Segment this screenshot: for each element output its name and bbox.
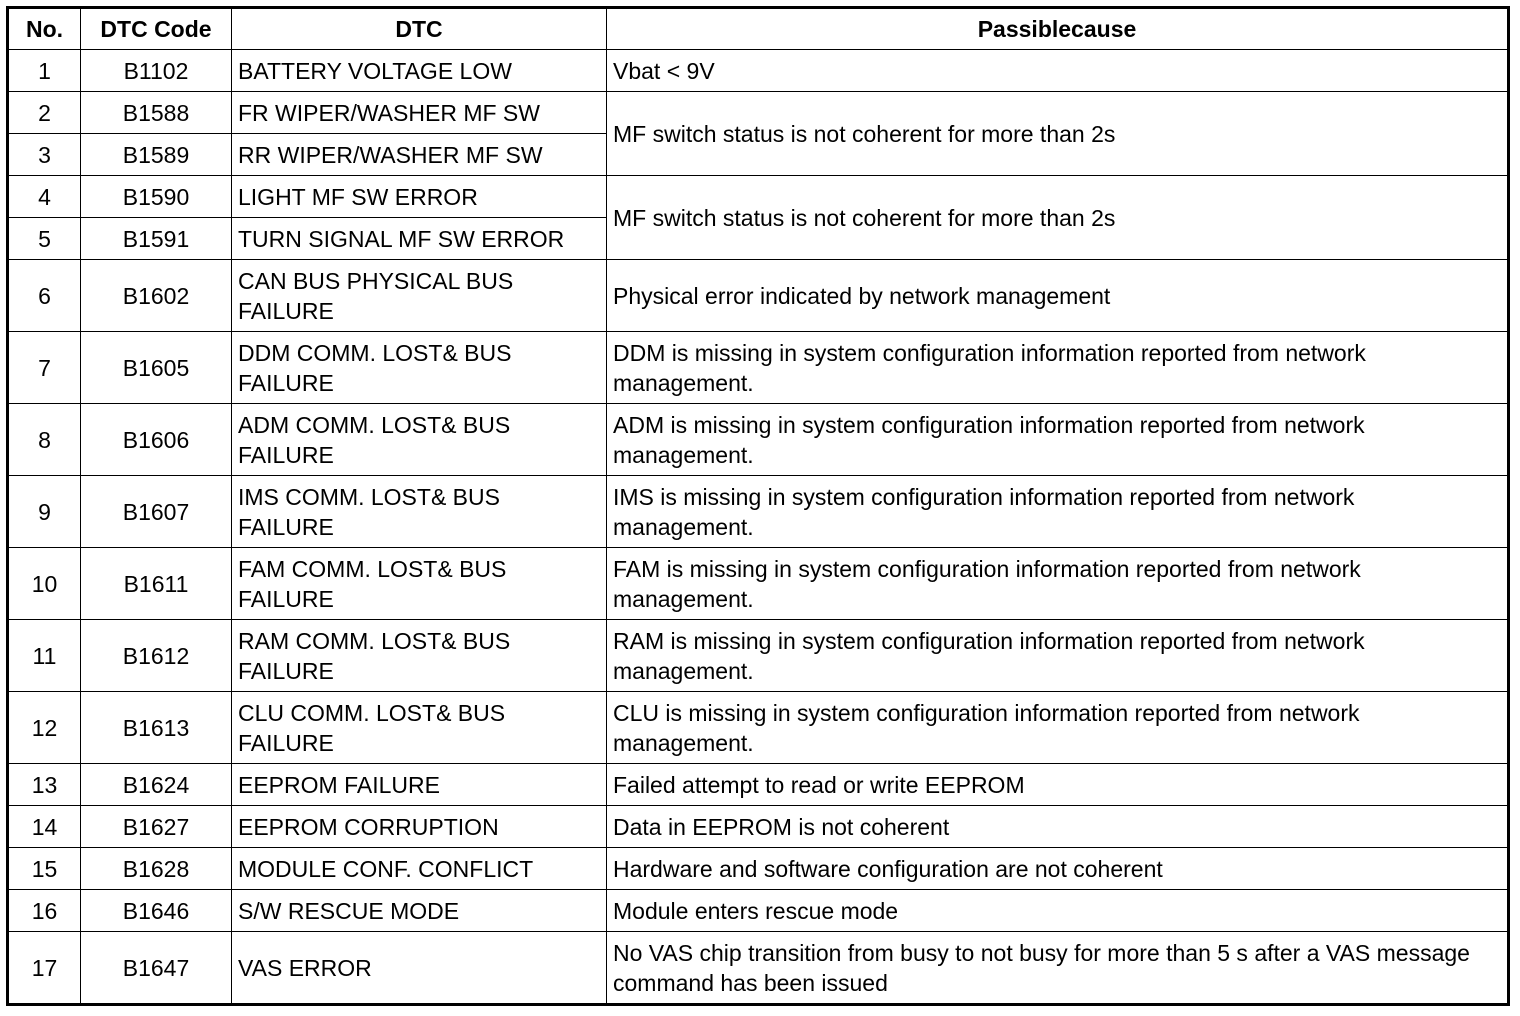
cell-dtc-code: B1589 [81, 134, 232, 176]
cell-no: 16 [8, 890, 81, 932]
cell-cause: ADM is missing in system configuration information reported from network management. [607, 404, 1509, 476]
cell-cause: IMS is missing in system configuration information reported from network management. [607, 476, 1509, 548]
cell-no: 8 [8, 404, 81, 476]
cell-no: 9 [8, 476, 81, 548]
cell-dtc: FAM COMM. LOST& BUS FAILURE [232, 548, 607, 620]
cell-dtc: EEPROM FAILURE [232, 764, 607, 806]
table-row [8, 848, 1509, 890]
cell-cause: MF switch status is not coherent for more than 2s [607, 176, 1509, 260]
cell-dtc-code: B1606 [81, 404, 232, 476]
table-row [8, 692, 1509, 764]
cell-cause: CLU is missing in system configuration information reported from network management. [607, 692, 1509, 764]
cell-no: 17 [8, 932, 81, 1005]
cell-dtc-code: B1590 [81, 176, 232, 218]
header-dtc-code: DTC Code [81, 8, 232, 50]
table-row [8, 764, 1509, 806]
cell-no: 4 [8, 176, 81, 218]
cell-dtc-code: B1611 [81, 548, 232, 620]
cell-cause: Module enters rescue mode [607, 890, 1509, 932]
cell-no: 10 [8, 548, 81, 620]
cell-cause: FAM is missing in system configuration information reported from network management. [607, 548, 1509, 620]
cell-no: 12 [8, 692, 81, 764]
cell-no: 15 [8, 848, 81, 890]
cell-cause: Physical error indicated by network management [607, 260, 1509, 332]
cell-dtc-code: B1607 [81, 476, 232, 548]
cell-dtc: RAM COMM. LOST& BUS FAILURE [232, 620, 607, 692]
table-row [8, 806, 1509, 848]
cell-no: 2 [8, 92, 81, 134]
cell-cause: No VAS chip transition from busy to not busy for more than 5 s after a VAS message command has been issued [607, 932, 1509, 1005]
cell-dtc-code: B1627 [81, 806, 232, 848]
cell-cause: Failed attempt to read or write EEPROM [607, 764, 1509, 806]
cell-dtc: ADM COMM. LOST& BUS FAILURE [232, 404, 607, 476]
cell-no: 1 [8, 50, 81, 92]
cell-dtc: DDM COMM. LOST& BUS FAILURE [232, 332, 607, 404]
cell-dtc-code: B1602 [81, 260, 232, 332]
cell-no: 7 [8, 332, 81, 404]
cell-dtc-code: B1628 [81, 848, 232, 890]
cell-no: 6 [8, 260, 81, 332]
cell-dtc-code: B1613 [81, 692, 232, 764]
table-header-row [8, 8, 1509, 50]
cell-no: 3 [8, 134, 81, 176]
table-row [8, 932, 1509, 1005]
cell-dtc: BATTERY VOLTAGE LOW [232, 50, 607, 92]
cell-cause: Hardware and software configuration are not coherent [607, 848, 1509, 890]
cell-cause: Data in EEPROM is not coherent [607, 806, 1509, 848]
cell-dtc-code: B1102 [81, 50, 232, 92]
cell-no: 5 [8, 218, 81, 260]
cell-dtc: LIGHT MF SW ERROR [232, 176, 607, 218]
cell-dtc-code: B1624 [81, 764, 232, 806]
dtc-table [6, 6, 1510, 1006]
cell-cause: RAM is missing in system configuration information reported from network management. [607, 620, 1509, 692]
cell-dtc: S/W RESCUE MODE [232, 890, 607, 932]
header-dtc: DTC [232, 8, 607, 50]
cell-dtc: RR WIPER/WASHER MF SW [232, 134, 607, 176]
cell-dtc-code: B1591 [81, 218, 232, 260]
header-possible-cause: Passiblecause [607, 8, 1509, 50]
cell-dtc-code: B1605 [81, 332, 232, 404]
cell-no: 14 [8, 806, 81, 848]
cell-dtc: IMS COMM. LOST& BUS FAILURE [232, 476, 607, 548]
cell-no: 13 [8, 764, 81, 806]
table-row [8, 476, 1509, 548]
cell-dtc-code: B1647 [81, 932, 232, 1005]
cell-dtc-code: B1646 [81, 890, 232, 932]
table-row [8, 890, 1509, 932]
table-row [8, 548, 1509, 620]
table-row [8, 404, 1509, 476]
table-row [8, 50, 1509, 92]
cell-cause: MF switch status is not coherent for more than 2s [607, 92, 1509, 176]
cell-dtc: CLU COMM. LOST& BUS FAILURE [232, 692, 607, 764]
table-row [8, 176, 1509, 218]
cell-dtc: TURN SIGNAL MF SW ERROR [232, 218, 607, 260]
cell-cause: Vbat < 9V [607, 50, 1509, 92]
cell-dtc: CAN BUS PHYSICAL BUS FAILURE [232, 260, 607, 332]
cell-cause: DDM is missing in system configuration information reported from network management. [607, 332, 1509, 404]
table-row [8, 92, 1509, 134]
table-row [8, 332, 1509, 404]
cell-dtc: EEPROM CORRUPTION [232, 806, 607, 848]
cell-dtc: VAS ERROR [232, 932, 607, 1005]
cell-dtc-code: B1588 [81, 92, 232, 134]
header-no: No. [8, 8, 81, 50]
cell-dtc: MODULE CONF. CONFLICT [232, 848, 607, 890]
cell-no: 11 [8, 620, 81, 692]
cell-dtc: FR WIPER/WASHER MF SW [232, 92, 607, 134]
table-row [8, 260, 1509, 332]
table-row [8, 620, 1509, 692]
cell-dtc-code: B1612 [81, 620, 232, 692]
